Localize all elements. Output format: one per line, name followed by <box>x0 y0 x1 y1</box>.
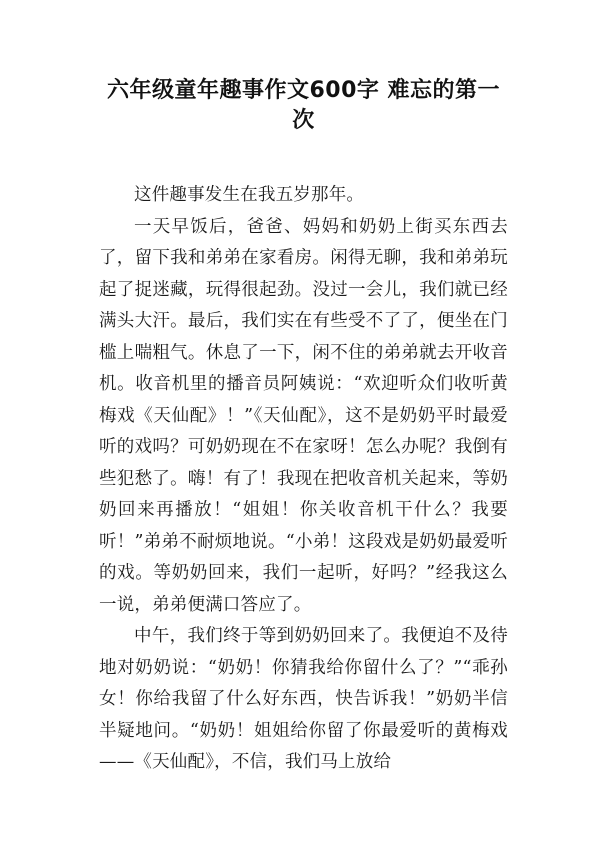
paragraph: 一天早饭后，爸爸、妈妈和奶奶上街买东西去了，留下我和弟弟在家看房。闲得无聊，我和弟弟玩起了捉迷藏，玩得很起劲。没过一会儿，我们就已经满头大汗。最后，我们实在有些受不了了，便坐在门槛上喘粗气。休息了一下，闲不住的弟弟就去开收音机。收音机里的播音员阿姨说：“欢迎听众们收听黄梅戏《天仙配》！”《天仙配》，这不是奶奶平时最爱听的戏吗？可奶奶现在不在家呀！怎么办呢？我倒有些犯愁了。嗨！有了！我现在把收音机关起来，等奶奶回来再播放！“姐姐！你关收音机干什么？我要听！”弟弟不耐烦地说。“小弟！这段戏是奶奶最爱听的戏。等奶奶回来，我们一起听，好吗？”经我这么一说，弟弟便满口答应了。 <box>99 216 508 615</box>
document-title: 六年级童年趣事作文600字 难忘的第一次 <box>106 78 501 133</box>
paragraph: 中午，我们终于等到奶奶回来了。我便迫不及待地对奶奶说：“奶奶！你猜我给你留什么了？”“乖孙女！你给我留了什么好东西，快告诉我！”奶奶半信半疑地问。“奶奶！姐姐给你留了你最爱听的黄梅戏——《天仙配》，不信，我们马上放给 <box>99 626 508 772</box>
document-body <box>99 180 508 779</box>
paragraph: 这件趣事发生在我五岁那年。 <box>134 185 365 205</box>
